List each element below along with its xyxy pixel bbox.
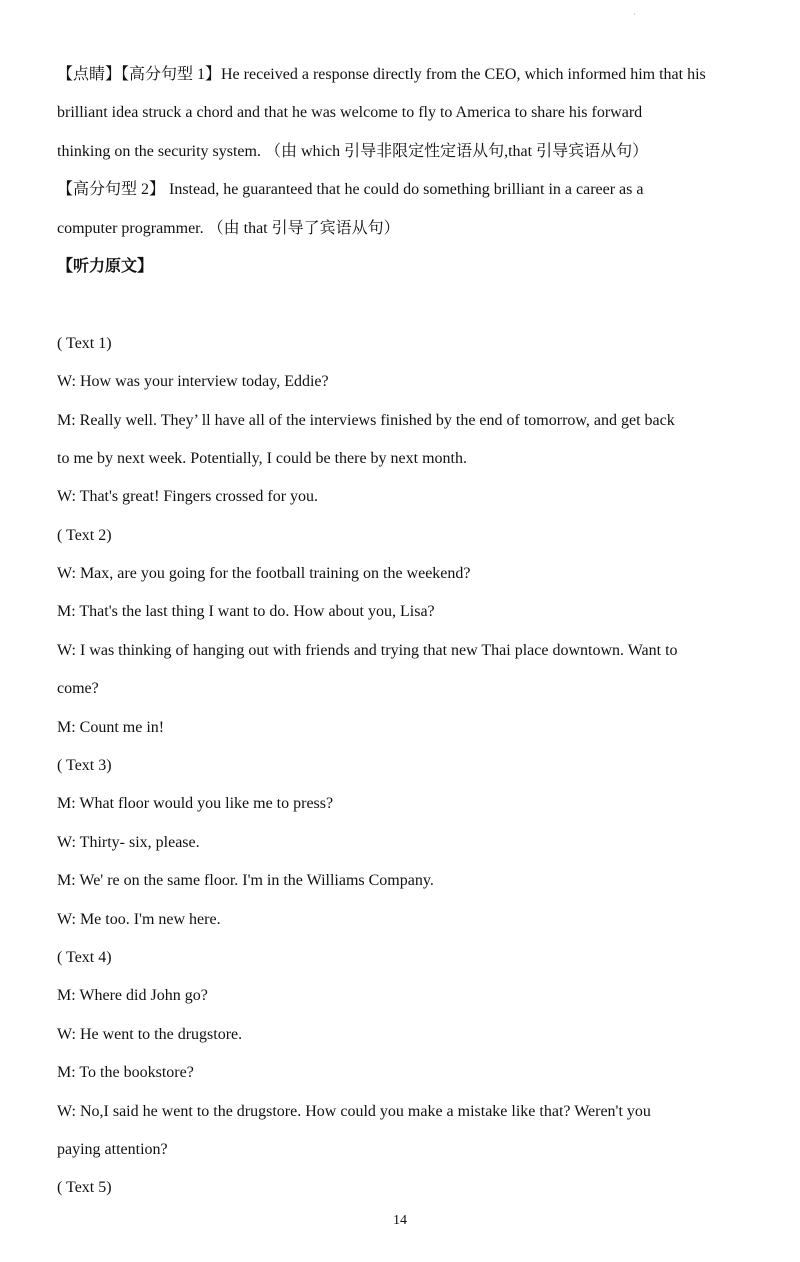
page-number: 14 bbox=[393, 1213, 407, 1228]
transcript-line: W: That's great! Fingers crossed for you. bbox=[57, 488, 319, 506]
text-line-3: thinking on the security system. （由 which 引导非限定性定语从句,that 引导宾语从句） bbox=[57, 142, 649, 160]
transcript-line: W: How was your interview today, Eddie? bbox=[57, 373, 329, 391]
transcript-line: M: Where did John go? bbox=[57, 987, 208, 1005]
transcript-line: ( Text 4) bbox=[57, 948, 112, 966]
blank-line bbox=[57, 286, 747, 324]
header-mark: · bbox=[633, 10, 636, 19]
page-content bbox=[57, 56, 747, 1208]
transcript-line: to me by next week. Potentially, I could be there by next month. bbox=[57, 449, 467, 467]
text-line-5: computer programmer. （由 that 引导了宾语从句） bbox=[57, 219, 400, 237]
transcript-line: M: To the bookstore? bbox=[57, 1064, 194, 1082]
transcript-line: W: I was thinking of hanging out with friends and trying that new Thai place downtown. Want to bbox=[57, 641, 678, 659]
transcript-line: W: He went to the drugstore. bbox=[57, 1025, 243, 1043]
transcript-line: M: Really well. They’ ll have all of the interviews finished by the end of tomorrow, and get back bbox=[57, 411, 675, 429]
text-line-2: brilliant idea struck a chord and that he was welcome to fly to America to share his forward bbox=[57, 104, 643, 122]
text-line-4: 【高分句型 2】 Instead, he guaranteed that he could do something brilliant in a career as a bbox=[57, 181, 644, 199]
transcript-line: ( Text 5) bbox=[57, 1179, 112, 1197]
transcript-line: W: Me too. I'm new here. bbox=[57, 910, 221, 928]
transcript-line: M: What floor would you like me to press? bbox=[57, 795, 334, 813]
transcript-line: M: Count me in! bbox=[57, 718, 165, 736]
transcript-line: ( Text 3) bbox=[57, 757, 112, 775]
transcript-line: W: Max, are you going for the football training on the weekend? bbox=[57, 565, 471, 583]
transcript-line: M: We' re on the same floor. I'm in the Williams Company. bbox=[57, 872, 434, 890]
section-title: 【听力原文】 bbox=[57, 257, 154, 275]
transcript-line: come? bbox=[57, 680, 99, 698]
transcript-line: W: No,I said he went to the drugstore. How could you make a mistake like that? Weren't you bbox=[57, 1102, 651, 1120]
text-line-1: 【点睛】【高分句型 1】He received a response directly from the CEO, which informed him that his bbox=[57, 66, 706, 83]
transcript-line: M: That's the last thing I want to do. How about you, Lisa? bbox=[57, 603, 435, 621]
transcript-line: paying attention? bbox=[57, 1140, 168, 1158]
transcript-line: W: Thirty- six, please. bbox=[57, 833, 200, 851]
transcript-line: ( Text 1) bbox=[57, 334, 112, 352]
transcript-line: ( Text 2) bbox=[57, 526, 112, 544]
